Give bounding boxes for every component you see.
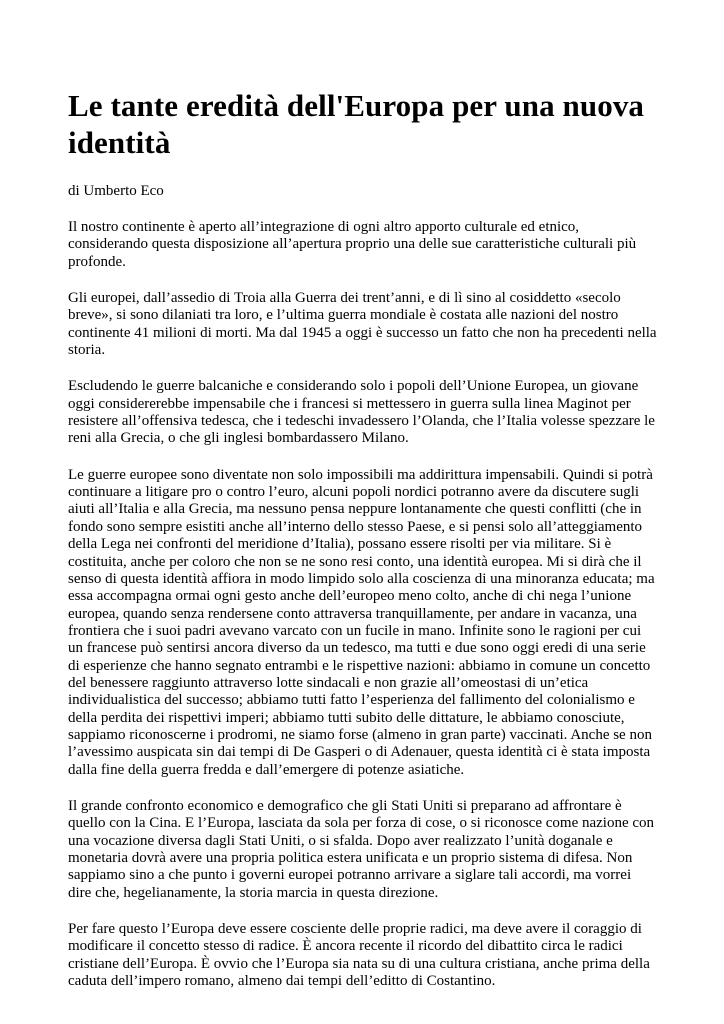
document-page [68,87,658,990]
article-paragraph: Il nostro continente è aperto all’integrazione di ogni altro apporto culturale ed etnico, considerando questa disposizione all’apertura proprio una delle sue caratteristiche culturali più profonde. [68,219,637,270]
article-title: Le tante eredità dell'Europa per una nuova identità [68,88,645,160]
article-paragraph: Le guerre europee sono diventate non solo impossibili ma addirittura impensabili. Quindi si potrà continuare a litigare pro o contro l’euro, alcuni popoli nordici potranno avere da discutere sugli aiuti all’Italia e alla Grecia, ma nessuno pensa neppure lontanamente che questi conflitti (che in fondo sono sempre esistiti anche all’interno dello stesso Paese, e si pensi solo all’atteggiamento della Lega nei confronti del meridione d’Italia), possano essere risolti per via militare. Si è costituita, anche per coloro che non se ne sono resi conto, una identità europea. Mi si dirà che il senso di questa identità affiora in modo limpido solo alla coscienza di una minoranza educata; ma essa accompagna ormai ogni gesto anche dell’europeo meno colto, anche di chi nega l’unione europea, quando senza rendersene conto attraversa tranquillamente, per andare in vacanza, una frontiera che i suoi padri avevano varcato con un fucile in mano. Infinite sono le ragioni per cui un francese può sentirsi ancora diverso da un tedesco, ma tutti e due sono oggi eredi di una serie di esperienze che hanno segnato entrambi e le rispettive nazioni: abbiamo in comune un concetto del benessere raggiunto attraverso lotte sindacali e non grazie all’omeostasi di un’etica individualistica del successo; abbiamo tutti fatto l’esperienza del fallimento del colonialismo e della perdita dei rispettivi imperi; abbiamo tutti subito delle dittature, le abbiamo conosciute, sappiamo riconoscerne i prodromi, ne siamo forse (almeno in gran parte) vaccinati. Anche se non l’avessimo auspicata sin dai tempi di De Gasperi o di Adenauer, questa identità ci è stata imposta dalla fine della guerra fredda e dall’emergere di potenze asiatiche. [68,466,655,778]
article-paragraph: Escludendo le guerre balcaniche e considerando solo i popoli dell’Unione Europea, un giovane oggi considererebbe impensabile che i francesi si mettessero in guerra sulla linea Maginot per resistere all’offensiva tedesca, che i tedeschi invadessero l’Olanda, che l’Italia volesse spezzare le reni alla Grecia, o che gli inglesi bombardassero Milano. [68,378,655,447]
article-byline: di Umberto Eco [68,183,164,199]
article-paragraph: Gli europei, dall’assedio di Troia alla Guerra dei trent’anni, e di lì sino al cosiddetto «secolo breve», si sono dilaniati tra loro, e l’ultima guerra mondiale è costata alle nazioni del nostro continente 41 milioni di morti. Ma dal 1945 a oggi è successo un fatto che non ha precedenti nella storia. [68,290,657,359]
article-paragraph: Il grande confronto economico e demografico che gli Stati Uniti si preparano ad affrontare è quello con la Cina. E l’Europa, lasciata da sola per forza di cose, o si riconosce come nazione con una vocazione diversa dagli Stati Uniti, o si sfalda. Dopo aver realizzato l’unità doganale e monetaria dovrà avere una propria politica estera unificata e un proprio sistema di difesa. Non sappiamo sino a che punto i governi europei potranno arrivare a siglare tali accordi, ma vorrei dire che, hegelianamente, la storia marcia in questa direzione. [68,797,655,901]
article-paragraph: Per fare questo l’Europa deve essere cosciente delle proprie radici, ma deve avere il coraggio di modificare il concetto stesso di radice. È ancora recente il ricordo del dibattito circa le radici cristiane dell’Europa. È ovvio che l’Europa sia nata su di una cultura cristiana, anche prima della caduta dell’impero romano, almeno dai tempi dell’editto di Costantino. [68,921,650,990]
